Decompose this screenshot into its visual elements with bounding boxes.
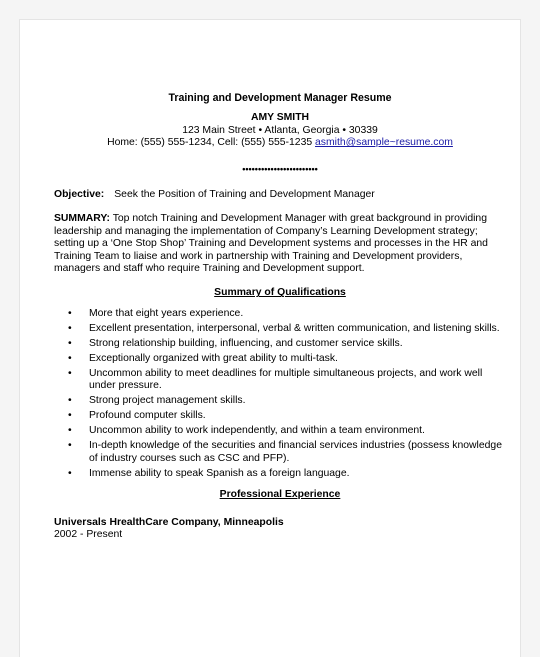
qualifications-list — [54, 308, 506, 480]
list-item: • Exceptionally organized with great ability to multi-task. — [88, 353, 506, 365]
company-name: Universals HrealthCare Company, Minneapolis — [54, 516, 284, 528]
list-item: • Uncommon ability to work independently, and within a team environment. — [88, 425, 506, 437]
list-item: • Strong project management skills. — [88, 395, 506, 407]
summary-text: Top notch Training and Development Manager with great background in providing leadership and managing the implementation of Company’s Learning Development strategy; setting up a ‘One Stop Shop’ Training and Development systems and processes in the HR and Training Team to liaise and work in partnership with Training and Development providers, managers and staff who require Training and Development support. — [54, 213, 488, 275]
summary-label: SUMMARY: — [54, 213, 110, 225]
candidate-phones: Home: (555) 555-1234, Cell: (555) 555-1235 — [107, 137, 313, 149]
list-item: • Strong relationship building, influencing, and customer service skills. — [88, 338, 506, 350]
list-item: • More that eight years experience. — [88, 308, 506, 320]
list-item: • In-depth knowledge of the securities and financial services industries (possess knowledge of industry courses such as CSC and PFP). — [88, 440, 506, 465]
list-item: • Excellent presentation, interpersonal, verbal & written communication, and listening skills. — [88, 323, 506, 335]
list-item: • Profound computer skills. — [88, 410, 506, 422]
candidate-name: AMY SMITH — [250, 112, 310, 124]
document-page — [20, 20, 520, 657]
list-item: • Immense ability to speak Spanish as a foreign language. — [88, 468, 506, 480]
separator-line: •••••••••••••••••••••••• — [242, 163, 318, 174]
experience-heading: Professional Experience — [219, 489, 341, 501]
employment-dates: 2002 - Present — [54, 528, 123, 540]
objective-section — [54, 189, 506, 201]
candidate-contact — [54, 137, 506, 149]
resume-document — [54, 92, 506, 541]
objective-label: Objective: — [54, 189, 105, 201]
candidate-email-link[interactable]: asmith@sample~resume.com — [315, 137, 453, 149]
resume-title: Training and Development Manager Resume — [168, 92, 392, 104]
qualifications-heading: Summary of Qualifications — [214, 287, 346, 299]
summary-section — [54, 213, 506, 275]
candidate-address: 123 Main Street • Atlanta, Georgia • 30339 — [182, 124, 378, 136]
objective-text: Seek the Position of Training and Development Manager — [114, 189, 375, 201]
list-item: • Uncommon ability to meet deadlines for multiple simultaneous projects, and work well under pressure. — [88, 368, 506, 393]
